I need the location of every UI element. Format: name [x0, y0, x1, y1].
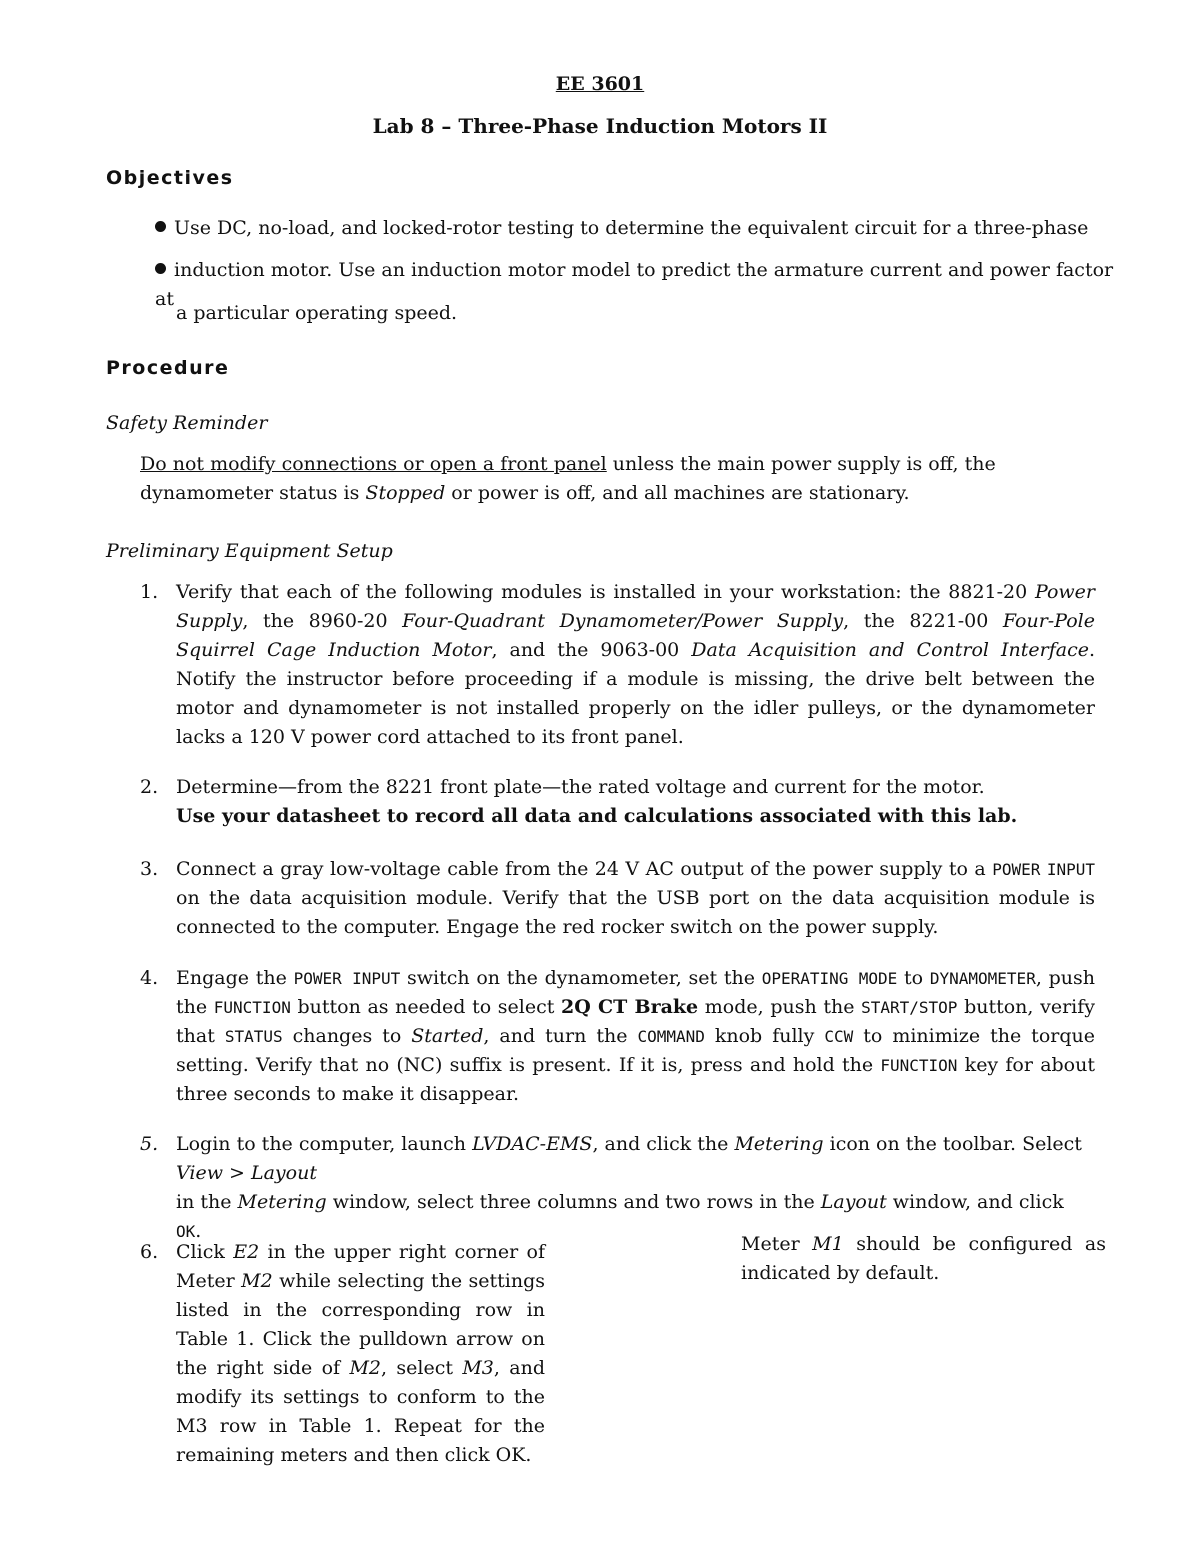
bullet-icon: [155, 263, 166, 274]
step-4-text: Engage the POWER INPUT switch on the dynamometer, set the OPERATING MODE to DYNAMOMETER, push the FUNCTION button as needed to select 2Q CT Brake mode, push the START/STOP button, verify that STATUS changes to Started, and turn the COMMAND knob fully CCW to minimize the torque setting. Verify that no (NC) suffix is present. If it is, press and hold the FUNCTION key for about three seconds to make it disappear.: [176, 967, 1096, 1105]
objective-continuation: a particular operating speed.: [176, 302, 458, 324]
step-6-text: Click E2 in the upper right corner of Meter M2 while selecting the settings listed in the corresponding row in Table 1. Click the pulldown arrow on the right side of M2, select M3, and modify its settings to conform to the M3 row in Table 1. Repeat for the remaining meters and then click OK.: [176, 1241, 546, 1466]
step-5-text: Login to the computer, launch LVDAC-EMS, and click the Metering icon on the toolbar. Select View > Layout in the Metering window, select three columns and two rows in the Layout window, and click OK.: [176, 1133, 1082, 1242]
objective-bullet-1: Use DC, no-load, and locked-rotor testing to determine the equivalent circuit for a three-phase: [155, 214, 1135, 243]
safety-heading: Safety Reminder: [106, 412, 268, 434]
step-1-text: Verify that each of the following modules is installed in your workstation: the 8821-20 Power Supply, the 8960-20 Four-Quadrant Dynamometer/Power Supply, the 8221-00 Four-Pole Squirrel Cage Induction Motor, and the 9063-00 Data Acquisition and Control Interface. Notify the instructor before proceeding if a module is missing, the drive belt between the motor and dynamometer is not installed properly on the idler pulleys, or the dynamometer lacks a 120 V power cord attached to its front panel.: [176, 581, 1095, 748]
side-note: Meter M1 should be configured as indicated by default.: [741, 1233, 1106, 1284]
lab-title: Lab 8 – Three-Phase Induction Motors II: [372, 114, 828, 138]
bullet-icon: [155, 221, 166, 232]
objectives-heading: Objectives: [106, 167, 234, 189]
objective-bullet-2: induction motor. Use an induction motor model to predict the armature current and power factor at: [155, 259, 1114, 310]
course-title: EE 3601: [555, 73, 645, 95]
procedure-heading: Procedure: [106, 357, 230, 379]
safety-text: Do not modify connections or open a front panel unless the main power supply is off, the dynamometer status is Stopped or power is off, and all machines are stationary.: [140, 453, 996, 504]
step-2-text: Determine—from the 8221 front plate—the rated voltage and current for the motor. Use your datasheet to record all data and calculations associated with this lab.: [176, 776, 1018, 827]
step-3-text: Connect a gray low-voltage cable from the 24 V AC output of the power supply to a POWER INPUT on the data acquisition module. Verify that the USB port on the data acquisition module is connected to the computer. Engage the red rocker switch on the power supply.: [176, 858, 1095, 938]
prelim-heading: Preliminary Equipment Setup: [106, 540, 393, 562]
